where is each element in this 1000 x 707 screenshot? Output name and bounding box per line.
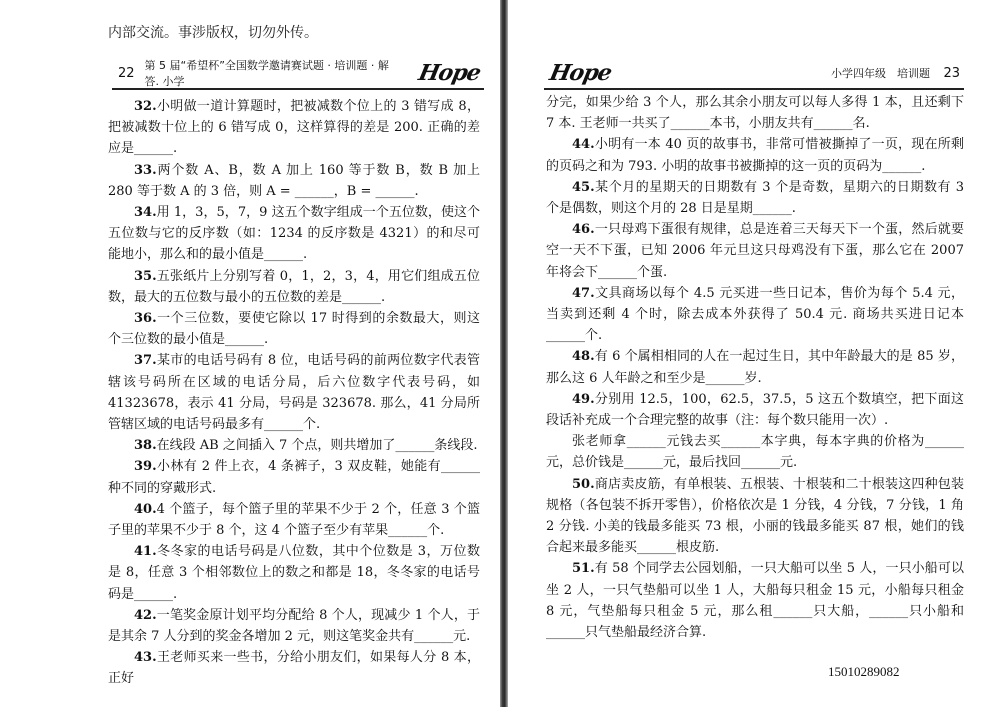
problem-item [546, 346, 964, 388]
problem-text: 分别用 12.5，100，62.5，37.5，5 这五个数填空，把下面这段话补充成一个合理完整的故事（注：每个数只能用一次）. [546, 391, 964, 429]
problem-number: 51. [572, 561, 595, 577]
problem-text: 在线段 AB 之间插入 7 个点，则共增加了______条线段. [156, 438, 478, 454]
problem-number: 50. [572, 476, 595, 492]
problem-text: 冬冬家的电话号码是八位数，其中个位数是 3，万位数是 8，任意 3 个相邻数位上的数之和都是 18，冬冬家的电话号码是______. [108, 544, 480, 602]
problem-item [108, 202, 480, 266]
problem-item [108, 308, 480, 350]
problem-item [546, 558, 964, 643]
left-page-header [118, 59, 483, 88]
problem-list [546, 92, 964, 643]
problem-item [546, 134, 964, 176]
problem-item [108, 541, 480, 605]
problem-item [108, 647, 480, 689]
problem-text: 文具商场以每个 4.5 元买进一些日记本，售价为每个 5.4 元，当卖到还剩 4 个时，除去成本外获得了 50.4 元. 商场共买进日记本______个. [546, 285, 964, 344]
problem-item [546, 431, 964, 473]
right-header-right [831, 65, 960, 81]
problem-number: 37. [134, 353, 157, 369]
problem-number: 40. [134, 501, 157, 517]
problem-text: 一笔奖金原计划平均分配给 8 个人，现减少 1 个人，于是其余 7 人分到的奖金各增加 2 元，则这笔奖金共有______元. [108, 607, 480, 645]
problem-item [108, 96, 480, 160]
problem-number: 42. [134, 607, 157, 623]
page-number: 23 [943, 66, 960, 81]
problem-item [108, 160, 480, 202]
problem-item [108, 605, 480, 647]
problem-item [108, 266, 480, 308]
problem-number: 47. [572, 285, 595, 301]
problem-number: 44. [572, 137, 595, 153]
problem-continuation: 分完，如果少给 3 个人，那么其余小朋友可以每人多得 1 本，且还剩下 7 本. 王老师一共买了______本书，小朋友共有______名. [546, 95, 964, 132]
problem-item [546, 389, 964, 431]
problem-text: 五张纸片上分别写着 0，1，2，3，4，用它们组成五位数，最大的五位数与最小的五位数的差是______. [108, 268, 480, 305]
problem-text: 某市的电话号码有 8 位，电话号码的前两位数字代表管辖该号码所在区域的电话分局，后六位数字代表号码，如 41323678，表示 41 分局，号码是 323678. 那么，41 分局所管辖区域的电话号码最多有______个. [108, 353, 480, 433]
problem-item [108, 350, 480, 435]
watermark-notice: 内部交流。事涉版权，切勿外传。 [108, 25, 318, 41]
problem-number: 32. [134, 99, 157, 114]
problem-number: 36. [134, 311, 157, 327]
problem-text: 小明做一道计算题时，把被减数个位上的 3 错写成 8，把被减数十位上的 6 错写成 0，这样算得的差是 200. 正确的差应是______. [108, 99, 480, 157]
problem-item [108, 456, 480, 498]
problem-number: 46. [572, 222, 595, 238]
book-spine [500, 0, 508, 707]
problem-text: 王老师买来一些书，分给小朋友们，如果每人分 8 本，正好 [108, 650, 480, 687]
hope-logo: Hope [416, 60, 483, 86]
problem-number: 33. [134, 162, 157, 178]
problem-number: 41. [134, 544, 157, 560]
problem-number: 35. [134, 268, 157, 284]
problem-text: 用 1，3，5，7，9 这五个数字组成一个五位数，使这个五位数与它的反序数（如：1234 的反序数是 4321）的和尽可能地小，那么和的最小值是______. [108, 205, 480, 263]
problem-text: 有 6 个属相相同的人在一起过生日，其中年龄最大的是 85 岁，那么这 6 人年龄之和至少是______岁. [546, 349, 964, 386]
problem-text: 某个月的星期天的日期数有 3 个是奇数，星期六的日期数有 3 个是偶数，则这个月的 28 日是星期______. [546, 179, 964, 217]
problem-number: 39. [134, 459, 157, 475]
footer-phone-number: 15010289082 [828, 664, 900, 679]
problem-text: 一个三位数，要使它除以 17 时得到的余数最大，则这个三位数的最小值是______. [108, 311, 480, 348]
problem-item [108, 499, 480, 541]
header-rule [112, 88, 484, 90]
problem-item [546, 219, 964, 283]
header-title: 小学四年级 培训题 [830, 67, 930, 80]
problem-text: 张老师拿______元钱去买______本字典，每本字典的价格为______元，总价钱是______元，最后找回______元. [546, 434, 964, 471]
problem-text: 4 个篮子，每个篮子里的苹果不少于 2 个，任意 3 个篮子里的苹果不少于 8 个，这 4 个篮子至少有苹果______个. [108, 501, 480, 539]
problem-text: 有 58 个同学去公园划船，一只大船可以坐 5 人，一只小船可以坐 2 人，一只气垫船可以坐 1 人，大船每只租金 15 元，小船每只租金 8 元，气垫船每只租金 5 元，那么租______只大船，______只小船和______只气垫船最经济合算. [546, 561, 964, 641]
problem-number: 48. [572, 349, 595, 365]
problem-number: 34. [134, 205, 157, 221]
right-page-header [547, 60, 960, 86]
problem-text: 小明有一本 40 页的故事书，非常可惜被撕掉了一页，现在所剩的页码之和为 793. 小明的故事书被撕掉的这一页的页码为______. [546, 137, 964, 174]
problem-item [546, 283, 964, 347]
problem-number: 49. [572, 391, 595, 407]
problem-text: 商店卖皮筋，有单根装、五根装、十根装和二十根装这四种包装规格（各包装不拆开零售），价格依次是 1 分钱，4 分钱，7 分钱，1 角 2 分钱. 小美的钱最多能买 73 根，小丽的钱最多能买 87 根，她们的钱合起来最多能买______根皮筋. [546, 476, 964, 556]
header-rule [544, 88, 964, 90]
page-number: 22 [118, 65, 135, 81]
problem-number: 45. [572, 179, 595, 195]
problem-item [546, 177, 964, 219]
problem-item [108, 435, 480, 456]
problem-text: 两个数 A、B，数 A 加上 160 等于数 B，数 B 加上 280 等于数 A 的 3 倍，则 A = ______，B = ______. [108, 162, 480, 199]
problem-text: 一只母鸡下蛋很有规律，总是连着三天每天下一个蛋，然后就要空一天不下蛋，已知 2006 年元旦这只母鸡没有下蛋，那么它在 2007 年将会下______个蛋. [546, 222, 964, 280]
hope-logo: Hope [547, 60, 614, 86]
problem-number: 38. [134, 438, 157, 454]
problem-text: 小林有 2 件上衣，4 条裤子，3 双皮鞋，她能有______种不同的穿戴形式. [108, 459, 480, 496]
header-title: 第 5 届“希望杯”全国数学邀请赛试题 · 培训题 · 解答. 小学 [144, 59, 389, 88]
problem-item [546, 474, 964, 559]
problem-number: 43. [134, 650, 157, 666]
right-page [508, 0, 1000, 707]
problem-list [108, 96, 480, 690]
